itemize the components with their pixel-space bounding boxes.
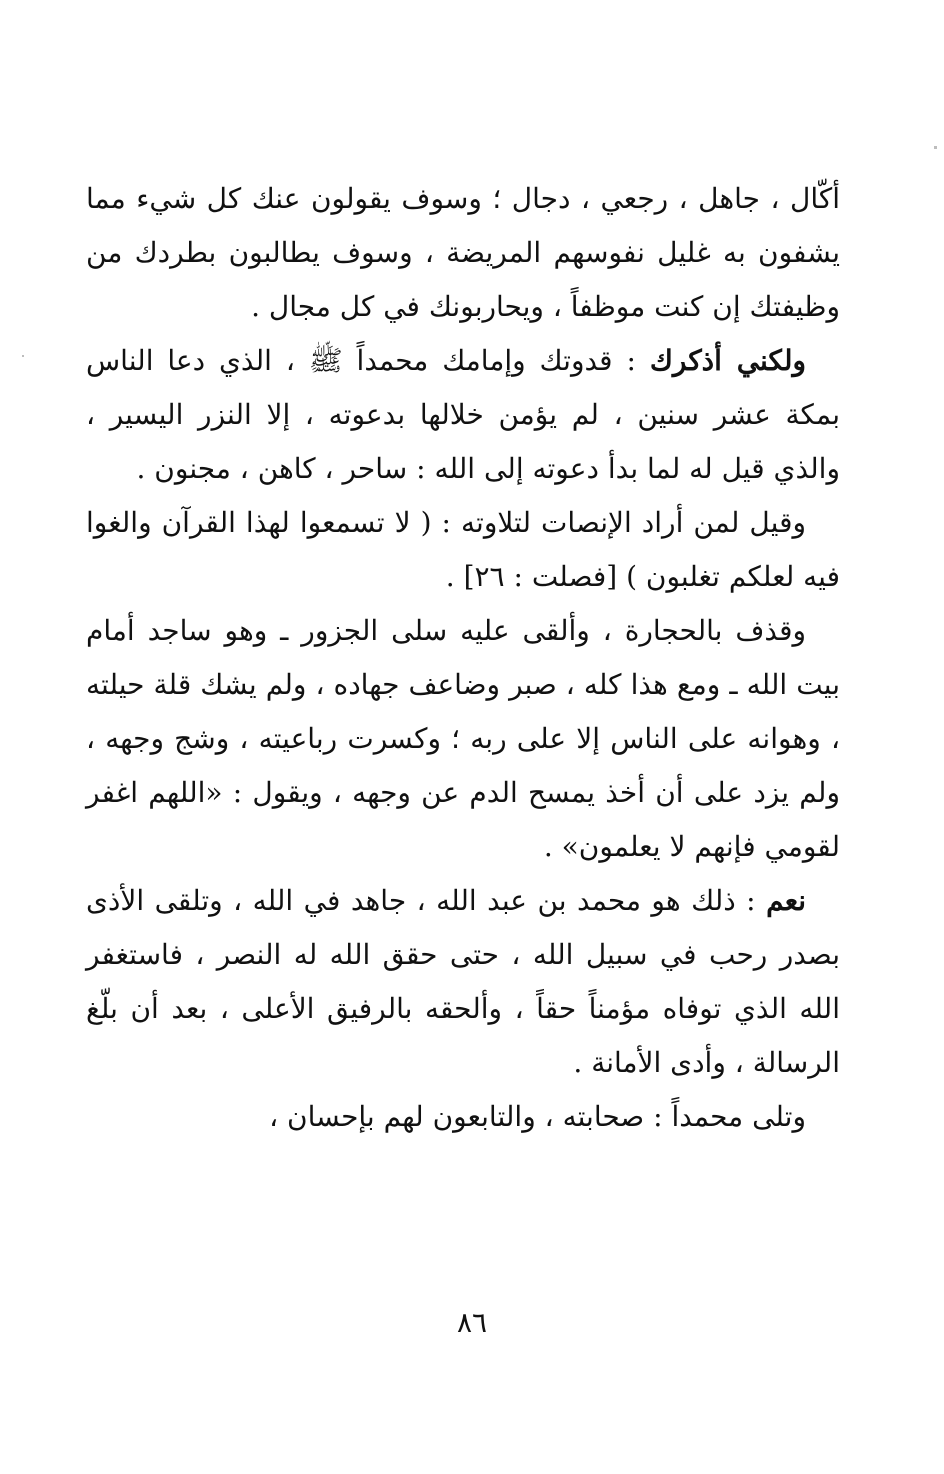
paragraph-lead: نعم	[766, 884, 806, 917]
paragraph-4	[86, 604, 840, 874]
paragraph-text: : ذلك هو محمد بن عبد الله ، جاهد في الله ، وتلقى الأذى بصدر رحب في سبيل الله ، حتى حقق الله له النصر ، فاستغفر الله الذي توفاه مؤمناً حقاً ، وألحقه بالرفيق الأعلى ، بعد أن بلّغ الرسالة ، وأدى الأمانة .	[86, 884, 840, 1079]
paragraph-6	[86, 1090, 840, 1144]
paragraph-1	[86, 172, 840, 334]
paragraph-3	[86, 496, 840, 604]
page-number: ٨٦	[456, 1306, 488, 1339]
page-body-text	[86, 172, 840, 1144]
paragraph-text: وقيل لمن أراد الإنصات لتلاوته : ( لا تسمعوا لهذا القرآن والغوا فيه لعلكم تغلبون ) [فصلت : ٢٦] .	[86, 506, 840, 593]
paragraph-2	[86, 334, 840, 496]
paragraph-lead: ولكني أذكرك	[649, 344, 807, 377]
paragraph-text: وقذف بالحجارة ، وألقى عليه سلى الجزور ـ وهو ساجد أمام بيت الله ـ ومع هذا كله ، صبر وضاعف جهاده ، ولم يشك قلة حيلته ، وهوانه على الناس إلا على ربه ؛ وكسرت رباعيته ، وشج وجهه ، ولم يزد على أن أخذ يمسح الدم عن وجهه ، ويقول : «اللهم اغفر لقومي فإنهم لا يعلمون» .	[86, 614, 840, 863]
paragraph-text: وتلى محمداً : صحابته ، والتابعون لهم بإحسان ،	[269, 1100, 806, 1133]
scan-speck	[22, 355, 24, 357]
scan-speck	[934, 146, 937, 149]
paragraph-5	[86, 874, 840, 1090]
paragraph-text: : قدوتك وإمامك محمداً ﷺ ، الذي دعا الناس بمكة عشر سنين ، لم يؤمن خلالها بدعوته ، إلا النزر اليسير ، والذي قيل له لما بدأ دعوته إلى الله : ساحر ، كاهن ، مجنون .	[86, 344, 840, 485]
paragraph-text: أكّال ، جاهل ، رجعي ، دجال ؛ وسوف يقولون عنك كل شيء مما يشفون به غليل نفوسهم المريضة ، وسوف يطالبون بطردك من وظيفتك إن كنت موظفاً ، ويحاربونك في كل مجال .	[86, 182, 840, 323]
